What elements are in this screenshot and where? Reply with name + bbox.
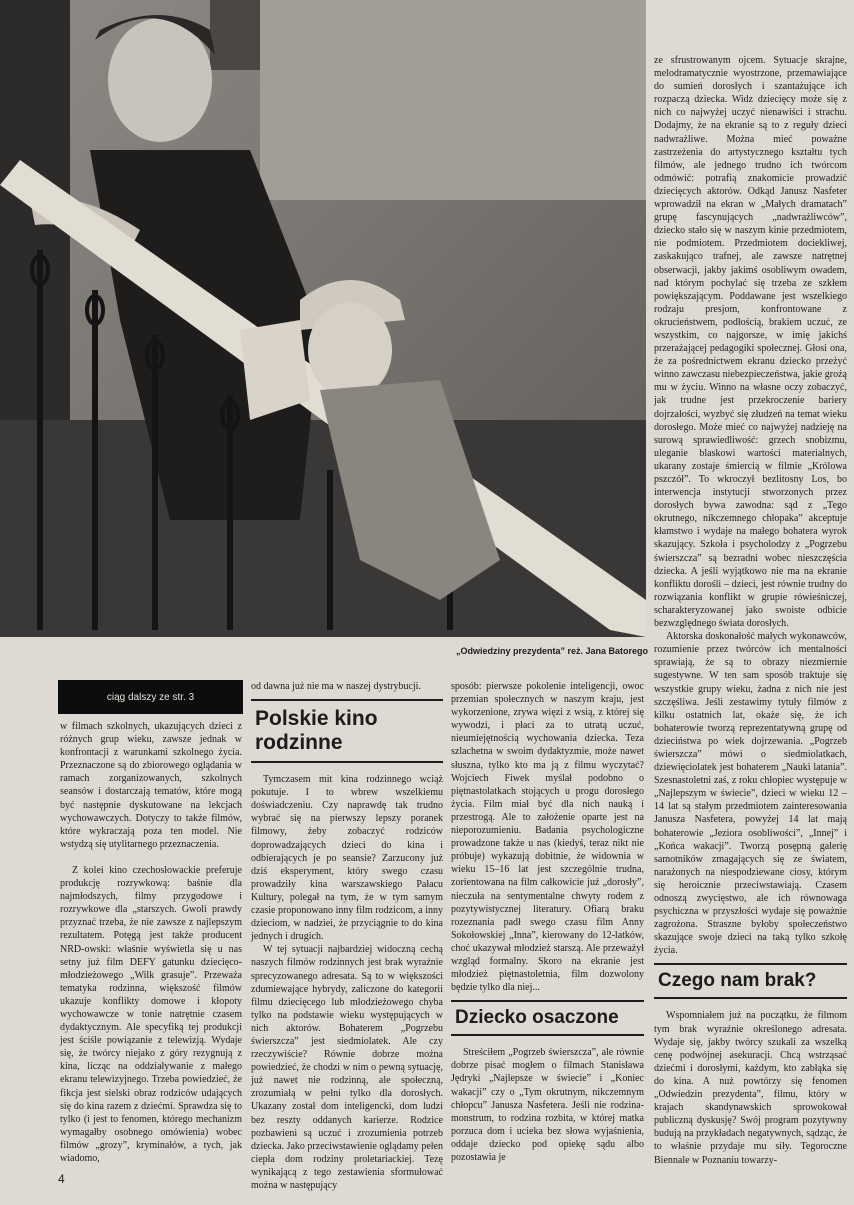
- paragraph: W tej sytuacji najbardziej widoczną cechą naszych filmów rodzinnych jest brak wyraźnie sprecyzowanego adresata. Są to w większości zdumiewające hybrydy, zaliczone do kategorii filmu dziecięcego lub młodzieżowego chyba tylko na podstawie wieku występujących w nich aktorów. Bohaterem „Pogrzebu świerszcza” jest siedmiolatek. Ale czy rzeczywiście? Równie dobrze można powiedzieć, że chodzi w nim o pewną sytuację, już nawet nie rodzinną, ale społeczną, zrozumiałą w pełni tylko dla dorosłych. Ukazany został dom inteligencki, dom ludzi bez reszty oddanych karierze. Rodzice pozbawieni są uczuć i zrozumienia potrzeb dziecka. Jako przeciwstawienie oglądamy pełen ciepła dom rodziny proletariackiej. Tezę wynikającą z tego zestawienia sformułować można w następujący: [251, 944, 443, 1191]
- film-still-photo: [0, 0, 646, 637]
- paragraph: Tymczasem mit kina rodzinnego wciąż pokutuje. I to wbrew wszelkiemu doświadczeniu. Czy naprawdę tak trudno wybrać się na pierwszy lepszy poranek filmowy, żeby zobaczyć rodziców doprowadzających dzieci do kina i odbierających je po seansie? Zarzucony już dziś eksperyment, który swego czasu prowadziły kina warszawskiego Pałacu Kultury, polegał na tym, że w tym samym czasie proponowano inny film rodzicom, a inny dzieciom, w nadziei, że przyciągnie to do kina jednych i drugich.: [251, 774, 443, 943]
- column-2: [251, 680, 443, 1192]
- continued-from-banner: ciąg dalszy ze str. 3: [58, 680, 243, 714]
- paragraph: ze sfrustrowanym ojcem. Sytuacje skrajne, melodramatycznie wyostrzone, przemawiające do sumień dorosłych i szantażujące ich rozpaczą dziecka. Widz dziecięcy może się z nich co najwyżej uczyć nienawiści i strachu. Dodajmy, że na ekranie są to z reguły dzieci nadwrażliwe. Można mieć poważne zastrzeżenia do artystycznego kształtu tych filmów, ale jednego trudno ich twórcom odmówić: potrafią znakomicie prowadzić dziecięcych aktorów. Odkąd Janusz Nasfeter wprowadził na ekran w „Małych dramatach” grupę fascynujących „nadwrażliwców”, dziecko stało się w naszym kinie przedmiotem, nie podmiotem. Przedmiotem dociekliwej, zaskakująco trafnej, ale zawsze natrętnej obserwacji, jakby jakimś osobliwym owadem, nad którym pochylać się trzeba ze szkłem powiększającym. Poddawane jest wszelkiego rodzaju presjom, konfrontowane z okrucieństwem, podłością, brakiem uczuć, ze wszystkim, co najgorsze, w imię jakichś przerażającej pedagogiki społecznej. Głosi ona, że za pośrednictwem ekranu dziecko przeżyć winno zawczasu niebezpieczeństwa, jakie grożą mu w życiu. Winno na własne oczy zobaczyć, jak trudne jest przekroczenie bariery dojrzałości, wyzbyć się złudzeń na temat wieku dorosłego. Może mieć co najwyżej nadzieję na surową sprawiedliwość: grzech snobizmu, uleganie blaskowi wartości materialnych, ukarany zostaje śmiercią w filmie „Królowa pszczół”. To wkroczył bezlitosny Los, bo interwencja instytucji stworzonych przez dorosłych bywa zawodna: sąd z „Tego okrutnego, nikczemnego chłopaka” akceptuje kłamstwo i wydaje na małego bohatera wyrok skazujący. Szkoła i psycholodzy z „Pogrzebu świerszcza” są bezradni wobec nieszczęścia dziecka. A jeśli wyjątkowo nie ma na ekranie konfliktu dorośli – dzieci, jest równie trudny do rozwiązania konflikt w grupie rówieśniczej, scharakteryzowanej jako swoiste odbicie bezwzględnego świata dorosłych.: [654, 55, 847, 630]
- column-3: [451, 680, 644, 1164]
- paragraph: Aktorska doskonałość małych wykonawców, rozumienie przez twórców ich mentalności sprawiają, że są to obrazy niezmiernie sugestywne. W ten sam sposób traktuje się wszystkie grupy wieku, żadna z nich nie jest szczęśliwa. Jeśli zestawimy tytuły filmów z kilku ostatnich lat, okaże się, że ich bohaterowie tworzą reprezentatywną grupę od dzieciństwa po wiek dojrzewania. „Pogrzeb świerszcza” mówi o siedmiolatkach, dziewięciolatek jest bohaterem „Nauki latania”. Szesnastoletni zaś, z roku chłopiec występuje w „Najlepszym w świecie”, dzieci w wieku 12 – 14 lat są stałym przedmiotem zainteresowania Janusza Nasfetera, powyżej 14 lat mają bohaterowie „Jeziora osobliwości”, „Innej” i „Końca wakacji”. Tworzą posępną galerię samotników zmagających się ze światem, narażonych na niespodziewane ciosy, którym się heroicznie przeciwstawiają. Czasem odnoszą zwycięstwo, ale ich równowaga psychiczna w przyszłości wydaje się poważnie zagrożona. Straszne byłoby społeczeństwo skazujące swoje dzieci na taką tylko szkołę życia.: [654, 631, 847, 957]
- paragraph: Wspomniałem już na początku, że filmom tym brak wyraźnie określonego adresata. Wydaje się, jakby twórcy szukali za wszelką cenę podwójnej asekuracji. Chcą wstrząsać dziećmi i dorosłymi, każdym, kto zabłąka się do kina. A nuż powtórzy się fenomen „Odwiedzin prezydenta”, filmu, który w krajach skandynawskich sprowokował publiczną dyskusję? Swój program pozytywny budują na przykładach negatywnych, sądząc, że to właśnie przydaje mu siły. Tegoroczne Biennale w Poznaniu towarzy-: [654, 1010, 847, 1166]
- photo-caption: „Odwiedziny prezydenta” reż. Jana Batorego: [455, 646, 648, 656]
- column-4: [654, 54, 847, 1167]
- page-number: 4: [58, 1172, 65, 1186]
- paragraph: sposób: pierwsze pokolenie inteligencji, owoc przemian społecznych w naszym kraju, jest wykorzenione, zrywa więzi z wsią, z której się wywodzi, i płaci za to utratą uczuć, nieumiejętnością wychowania dziecka. Teza szlachetna w swoim dydaktyzmie, może nawet słuszna, tylko kto ma ją z filmu wyczytać? Wojciech Fiwek myślał podobno o piętnastolatkach stojących u progu dorosłego życia. Film miał być dla nich nauką i przestrogą. Ale to założenie oparte jest na nieporozumieniu. Badania psychologiczne prowadzone także u nas (kiedyś, teraz nikt nie próbuje) wykazują dobitnie, że widownia w wieku 15–16 lat jest szczególnie trudna, zorientowana na film całkowicie już „dorosły”, nieczuła na sentymentalne chwyty rodem z pozytywistycznej literatury. Ofiarą braku rozeznania padł swego czasu film Anny Sokołowskiej „Inna”, kierowany do 12-latków, choć ukazywał młodzież starszą. Ale przeważył wzgląd formalny. Skoro na ekranie jest młodzież piętnastoletnia, film dozwolony będzie tylko dla niej...: [451, 681, 644, 994]
- section-heading: Polskie kino rodzinne: [251, 699, 443, 763]
- paragraph: Streściłem „Pogrzeb świerszcza”, ale równie dobrze pisać mogłem o filmach Stanisława Jędryki „Najlepsze w świecie” i „Koniec wakacji” czy o „Tym okrutnym, nikczemnym chłopcu” Janusza Nasfetera. Jeśli nie rodzina-monstrum, to rodzina rozbita, w której matka porzuca dom i ucieka bez słowa wyjaśnienia, oddaje dziecko pod opiekę sądu albo pozostawia je: [451, 1047, 644, 1163]
- paragraph: w filmach szkolnych, ukazujących dzieci z różnych grup wieku, zawsze jednak w konfrontacji z warunkami szkolnego życia. Przeznaczone są do zbiorowego oglądania w ramach zorganizowanych, szkolnych seansów i dostarczają tematów, które mogą być następnie dyskutowane na lekcjach wychowawczych. Dotyczy to także filmów, które wykraczają poza ten model. Nie wstydzą się utylitarnego przeznaczenia.: [60, 721, 242, 850]
- section-heading: Czego nam brak?: [654, 963, 847, 999]
- column-1: [60, 720, 242, 1165]
- paragraph: od dawna już nie ma w naszej dystrybucji.: [251, 681, 421, 692]
- section-heading: Dziecko osaczone: [451, 1000, 644, 1036]
- staircase-scene-image: [0, 0, 646, 637]
- paragraph: Z kolei kino czechosłowackie preferuje produkcję rozrywkową: baśnie dla najmłodszych, filmy przygodowe i rozrywkowe dla „starszych. Gwoli prawdy przyznać trzeba, że nie zawsze z najlepszym rezultatem. Potęgą jest także producent NRD-owski: właśnie wyświetla się u nas setny już film DEFY gatunku dziecięco-młodzieżowego „Wilk grasuje”. Przeważa tematyka rodzinna, większość filmów ukazuje konflikty domowe i kłopoty wychowawcze w tonie natrętnie czasem dydaktycznym. Ale specyfiką tej produkcji jest ściśle powiązanie z telewizją. Wydaje się, że twórcy niejako z góry rezygnują z kina, licząc na oddziaływanie z małego ekranu telewizyjnego. Trzeba powiedzieć, że fikcja jest sielski obraz rodziców udających się do kina razem z dziećmi. Sprawdza się to tylko (i jest to fenomen, którego mechanizm wymagałby osobnego omówienia) wobec filmów „grozy”, kryminałów, a tych, jak wiadomo,: [60, 864, 242, 1164]
